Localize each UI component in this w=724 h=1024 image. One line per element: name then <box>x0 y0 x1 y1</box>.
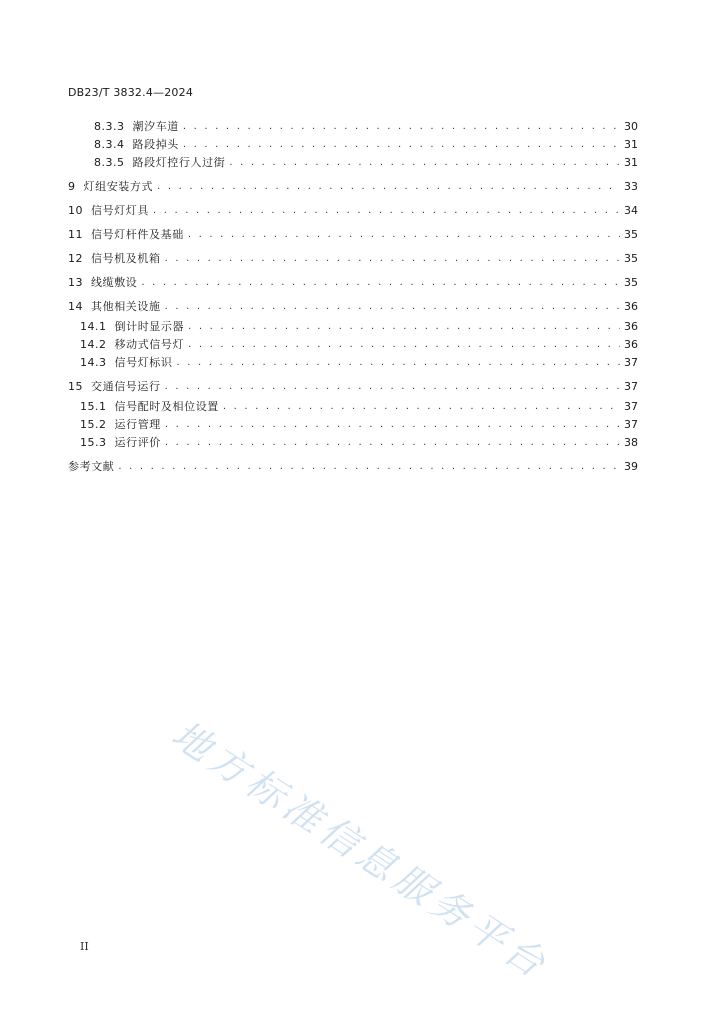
toc-title: 运行评价 <box>114 436 161 449</box>
toc-entry[interactable] <box>68 202 638 220</box>
toc-entry[interactable] <box>68 154 638 172</box>
toc-title: 交通信号运行 <box>91 380 161 393</box>
toc-number: 14.2 <box>80 338 107 351</box>
toc-page-number: 36 <box>624 300 638 313</box>
toc-dot-leader <box>165 250 620 268</box>
toc-entry[interactable] <box>68 434 638 452</box>
toc-entry[interactable] <box>68 178 638 196</box>
toc-entry[interactable] <box>68 416 638 434</box>
toc-title: 运行管理 <box>114 418 161 431</box>
toc-number: 14 <box>68 300 83 313</box>
toc-title: 线缆敷设 <box>91 276 138 289</box>
toc-title: 路段灯控行人过街 <box>132 156 226 169</box>
toc-entry[interactable] <box>68 226 638 244</box>
toc-entry[interactable] <box>68 136 638 154</box>
toc-entry[interactable] <box>68 354 638 372</box>
toc-entry[interactable] <box>68 398 638 416</box>
toc-page-number: 37 <box>624 356 638 369</box>
toc-page-number: 35 <box>624 252 638 265</box>
toc-entry[interactable] <box>68 378 638 396</box>
toc-page-number: 38 <box>624 436 638 449</box>
toc-page-number: 33 <box>624 180 638 193</box>
toc-page-number: 37 <box>624 380 638 393</box>
toc-entry[interactable] <box>68 298 638 316</box>
toc-dot-leader <box>118 458 620 476</box>
toc-number: 12 <box>68 252 83 265</box>
toc-number: 14.3 <box>80 356 107 369</box>
toc-entry[interactable] <box>68 274 638 292</box>
toc-entry[interactable] <box>68 318 638 336</box>
watermark-text: 地方标准信息服务平台 <box>164 711 558 989</box>
toc-title: 信号灯灯具 <box>91 204 149 217</box>
toc-dot-leader <box>165 378 620 396</box>
page-number: II <box>80 940 89 953</box>
toc-number: 15.3 <box>80 436 107 449</box>
toc-dot-leader <box>183 136 620 154</box>
toc-page-number: 31 <box>624 156 638 169</box>
toc-title: 信号机及机箱 <box>91 252 161 265</box>
toc-number: 10 <box>68 204 83 217</box>
toc-dot-leader <box>188 336 620 354</box>
toc-page-number: 34 <box>624 204 638 217</box>
toc-number: 15.1 <box>80 400 107 413</box>
toc-title: 灯组安装方式 <box>83 180 154 193</box>
toc-dot-leader <box>188 226 620 244</box>
toc-number: 8.3.4 <box>94 138 125 151</box>
toc-title: 倒计时显示器 <box>114 320 185 333</box>
toc-dot-leader <box>157 178 620 196</box>
toc-entry[interactable] <box>68 336 638 354</box>
toc-dot-leader <box>165 434 620 452</box>
toc-page-number: 31 <box>624 138 638 151</box>
toc-entry[interactable] <box>68 118 638 136</box>
toc-dot-leader <box>229 154 620 172</box>
toc-dot-leader <box>165 298 620 316</box>
toc-page-number: 30 <box>624 120 638 133</box>
toc-title: 信号灯杆件及基础 <box>91 228 184 241</box>
toc-title: 移动式信号灯 <box>114 338 185 351</box>
toc-number: 14.1 <box>80 320 107 333</box>
toc-number: 8.3.3 <box>94 120 125 133</box>
toc-dot-leader <box>223 398 620 416</box>
toc-title: 信号配时及相位设置 <box>114 400 219 413</box>
toc-title: 其他相关设施 <box>91 300 161 313</box>
document-code: DB23/T 3832.4—2024 <box>68 86 194 99</box>
toc-page-number: 37 <box>624 418 638 431</box>
toc-page-number: 39 <box>624 460 638 473</box>
toc-entry[interactable] <box>68 250 638 268</box>
toc-number: 9 <box>68 180 76 193</box>
toc-entry[interactable] <box>68 458 638 476</box>
toc-number: 13 <box>68 276 83 289</box>
toc-page-number: 35 <box>624 228 638 241</box>
toc-dot-leader <box>188 318 620 336</box>
toc-dot-leader <box>153 202 620 220</box>
toc-title: 路段掉头 <box>132 138 179 151</box>
toc-dot-leader <box>177 354 621 372</box>
toc-title: 参考文献 <box>68 460 115 473</box>
toc-page-number: 36 <box>624 320 638 333</box>
toc-dot-leader <box>141 274 620 292</box>
toc-dot-leader <box>183 118 620 136</box>
toc-dot-leader <box>165 416 620 434</box>
toc-page-number: 36 <box>624 338 638 351</box>
toc-number: 11 <box>68 228 83 241</box>
toc-page-number: 37 <box>624 400 638 413</box>
toc-number: 8.3.5 <box>94 156 125 169</box>
toc-title: 潮汐车道 <box>132 120 179 133</box>
toc-title: 信号灯标识 <box>114 356 173 369</box>
toc-number: 15 <box>68 380 83 393</box>
toc-number: 15.2 <box>80 418 107 431</box>
toc-page-number: 35 <box>624 276 638 289</box>
